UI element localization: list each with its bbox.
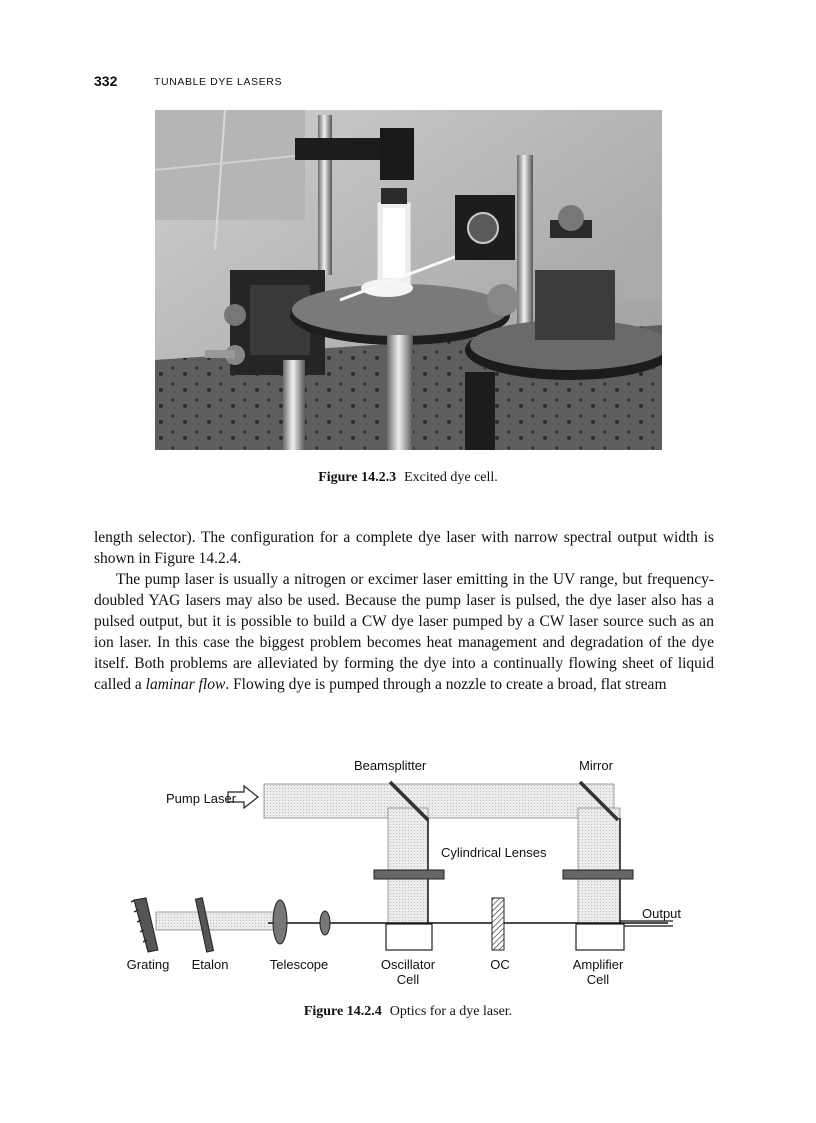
label-output: Output: [642, 906, 682, 921]
amplifier-cell: [576, 924, 624, 950]
label-mirror: Mirror: [579, 758, 613, 773]
label-pump-laser: Pump Laser: [166, 791, 237, 806]
label-amplifier-cell: Cell: [586, 972, 610, 987]
page-number: 332: [94, 73, 118, 89]
label-oc: OC: [490, 957, 510, 972]
label-beamsplitter: Beamsplitter: [354, 758, 427, 773]
figure-label: Figure 14.2.3: [318, 470, 397, 485]
telescope-lens-1: [273, 900, 287, 944]
pump-beam: [264, 784, 614, 818]
figure-caption-text: Optics for a dye laser.: [389, 1004, 513, 1019]
paragraph-2: [94, 569, 714, 695]
paragraph-2-text-a: The pump laser is usually a nitrogen or excimer laser emitting in the UV range, but frequency-doubled YAG lasers may also be used. Because the pump laser is pulsed, the dye laser also has a pulsed output, but it is possible to build a CW dye laser pumped by a CW laser source such as an ion laser. In this case the biggest problem becomes heat management and degradation of the dye itself. Both problems are alleviated by forming the dye into a continually flowing sheet of liquid called a: [94, 571, 714, 693]
amplifier-pump-beam: [578, 808, 620, 928]
dye-cell-photo: [155, 110, 662, 450]
laminar-flow-term: laminar flow: [145, 676, 226, 693]
cylindrical-lens-2: [563, 870, 633, 879]
grating-optic: [134, 898, 158, 952]
label-oscillator-cell: Cell: [396, 972, 420, 987]
figure-label: Figure 14.2.4: [303, 1004, 382, 1019]
telescope-lens-2: [320, 911, 330, 935]
output-coupler: [492, 898, 504, 950]
oscillator-beam: [156, 912, 274, 930]
running-title: TUNABLE DYE LASERS: [154, 76, 283, 88]
figure-caption-text: Excited dye cell.: [404, 470, 498, 485]
figure-14-2-3-caption: [0, 470, 816, 486]
label-amplifier: Amplifier: [572, 957, 624, 972]
paragraph-2-text-b: . Flowing dye is pumped through a nozzle to create a broad, flat stream: [225, 676, 667, 693]
paragraph-1: length selector). The configuration for a complete dye laser with narrow spectral output width is shown in Figure 14.2.4.: [94, 529, 714, 567]
body-text: [94, 527, 714, 695]
cylindrical-lens-1: [374, 870, 444, 879]
dye-laser-optics-diagram: [108, 752, 708, 992]
label-grating: Grating: [126, 957, 170, 972]
label-telescope: Telescope: [269, 957, 329, 972]
label-etalon: Etalon: [191, 957, 229, 972]
label-cylindrical-lenses: Cylindrical Lenses: [441, 845, 547, 860]
oscillator-pump-beam: [388, 808, 428, 928]
figure-14-2-4-caption: [0, 1004, 816, 1020]
label-oscillator: Oscillator: [380, 957, 436, 972]
oscillator-cell: [386, 924, 432, 950]
running-header: [94, 73, 283, 91]
